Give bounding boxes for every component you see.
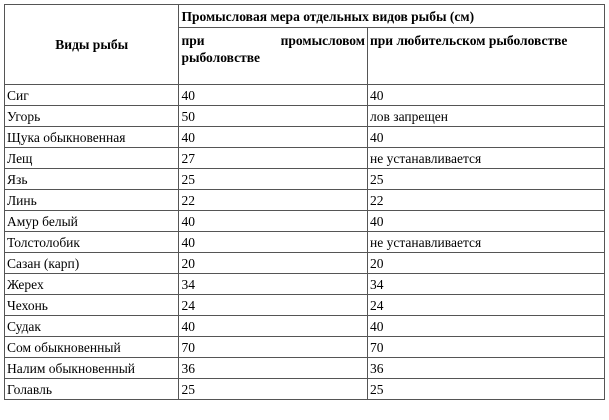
species-cell: Жерех <box>5 274 179 295</box>
table-row <box>5 190 605 211</box>
table-row <box>5 274 605 295</box>
table-row <box>5 106 605 127</box>
commercial-cell: 70 <box>179 337 368 358</box>
fish-size-table <box>4 4 605 400</box>
commercial-cell: 40 <box>179 232 368 253</box>
amateur-cell: 40 <box>368 85 605 106</box>
amateur-cell: 40 <box>368 316 605 337</box>
species-cell: Линь <box>5 190 179 211</box>
commercial-cell: 25 <box>179 169 368 190</box>
table-row <box>5 85 605 106</box>
amateur-cell: лов запрещен <box>368 106 605 127</box>
species-cell: Язь <box>5 169 179 190</box>
species-cell: Чехонь <box>5 295 179 316</box>
measure-header: Промысловая мера отдельных видов рыбы (см) <box>179 5 605 28</box>
amateur-cell: 36 <box>368 358 605 379</box>
amateur-cell: не устанавливается <box>368 232 605 253</box>
species-cell: Щука обыкновенная <box>5 127 179 148</box>
commercial-cell: 50 <box>179 106 368 127</box>
table-row <box>5 316 605 337</box>
table-row <box>5 295 605 316</box>
amateur-cell: 40 <box>368 127 605 148</box>
amateur-cell: 34 <box>368 274 605 295</box>
amateur-cell: 24 <box>368 295 605 316</box>
table-row <box>5 148 605 169</box>
commercial-cell: 24 <box>179 295 368 316</box>
amateur-cell: 40 <box>368 211 605 232</box>
species-cell: Налим обыкновенный <box>5 358 179 379</box>
commercial-cell: 34 <box>179 274 368 295</box>
commercial-fishing-header: при промысловом рыболовстве <box>179 28 368 85</box>
table-row <box>5 337 605 358</box>
species-cell: Толстолобик <box>5 232 179 253</box>
commercial-cell: 36 <box>179 358 368 379</box>
species-cell: Угорь <box>5 106 179 127</box>
species-header: Виды рыбы <box>5 5 179 85</box>
commercial-cell: 25 <box>179 379 368 400</box>
species-cell: Амур белый <box>5 211 179 232</box>
fish-table-body <box>5 85 605 400</box>
table-row <box>5 169 605 190</box>
species-cell: Сиг <box>5 85 179 106</box>
table-row <box>5 379 605 400</box>
table-row <box>5 253 605 274</box>
species-cell: Сазан (карп) <box>5 253 179 274</box>
commercial-cell: 22 <box>179 190 368 211</box>
commercial-cell: 40 <box>179 85 368 106</box>
table-row <box>5 127 605 148</box>
species-cell: Лещ <box>5 148 179 169</box>
commercial-cell: 27 <box>179 148 368 169</box>
commercial-cell: 40 <box>179 316 368 337</box>
table-row <box>5 358 605 379</box>
amateur-cell: 70 <box>368 337 605 358</box>
table-row <box>5 211 605 232</box>
species-cell: Судак <box>5 316 179 337</box>
amateur-fishing-header: при любительском рыболовстве <box>368 28 605 85</box>
amateur-cell: 22 <box>368 190 605 211</box>
commercial-cell: 40 <box>179 127 368 148</box>
species-cell: Сом обыкновенный <box>5 337 179 358</box>
amateur-cell: 25 <box>368 379 605 400</box>
table-row <box>5 232 605 253</box>
amateur-cell: 20 <box>368 253 605 274</box>
species-cell: Голавль <box>5 379 179 400</box>
commercial-cell: 20 <box>179 253 368 274</box>
commercial-cell: 40 <box>179 211 368 232</box>
amateur-cell: не устанавливается <box>368 148 605 169</box>
amateur-cell: 25 <box>368 169 605 190</box>
